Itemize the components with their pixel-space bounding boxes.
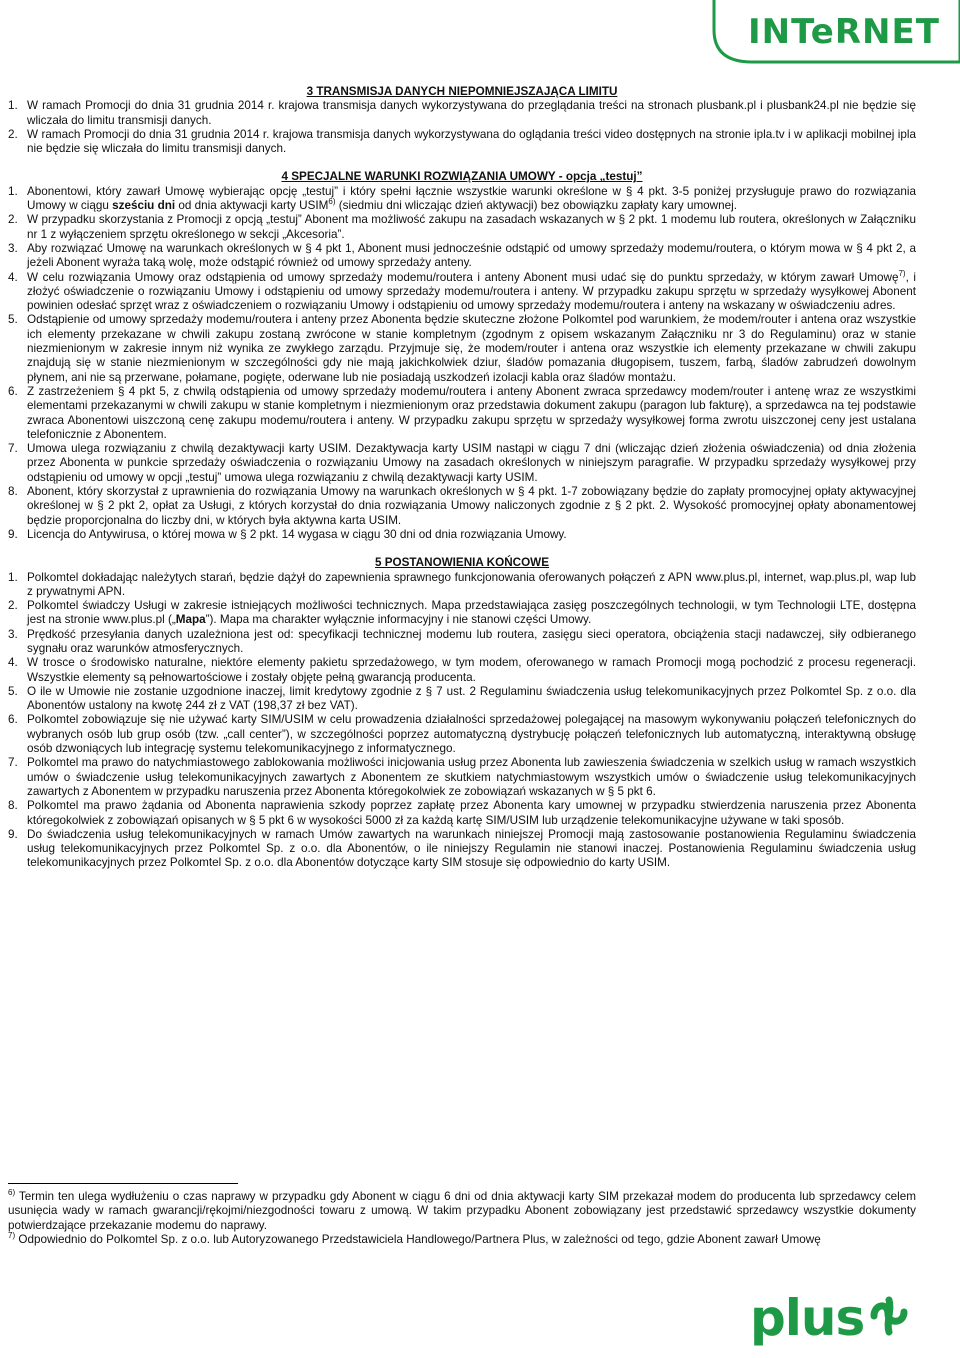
item-text: Z zastrzeżeniem § 4 pkt 5, z chwilą odstąpienia od umowy sprzedaży modemu/routera i anteny Abonent zwraca sprzedawcy modem/router i antenę wraz ze wszystkimi elementami przekazanymi w chwili zakupu w stanie kompletnym i niezmienionym oraz przedstawia dokument zakupu (paragon lub fakturę), a sprzedawca na tej podstawie zwraca Abonentowi uiszczoną cenę zakupu modemu/routera i anteny. W przypadku zakupu sprzętu w sprzedaży wysyłkowej forma zwrotu uiszczonej ceny jest ustalana telefonicznie z Abonentem. (27, 384, 916, 441)
item-number: 8. (8, 799, 18, 813)
list-item (8, 242, 916, 271)
list-item (8, 99, 916, 128)
item-number: 6. (8, 713, 18, 727)
list-item (8, 442, 916, 485)
item-text: Abonent, który skorzystał z uprawnienia do rozwiązania Umowy na warunkach określonych w § 4 pkt. 1-7 zobowiązany będzie do zapłaty promocyjnej opłaty aktywacyjnej określonej w § 2 pkt 2, opłat za Usługi, z których korzystał do dnia rozwiązania Umowy naliczonych zgodnie z § 2 pkt. 2. Wysokość promocyjnej opłaty abonamentowej będzie proporcjonalna do liczby dni, w których była aktywna karta USIM. (27, 485, 916, 527)
item-number: 2. (8, 213, 18, 227)
item-text: ”). Mapa ma charakter wyłącznie informacyjny i nie stanowi części Umowy. (205, 613, 592, 627)
footnote (8, 1233, 916, 1247)
item-number: 2. (8, 127, 18, 141)
plus-logo-symbol (868, 1296, 910, 1336)
list-item (8, 628, 916, 657)
item-text-bold: Mapa (175, 613, 206, 627)
footnote-text: Odpowiednio do Polkomtel Sp. z o.o. lub Autoryzowanego Przedstawiciela Handlowego/Partnera Plus, w zależności od tego, gdzie Abonent zawarł Umowę (15, 1232, 821, 1246)
section-4-title: 4 SPECJALNE WARUNKI ROZWIĄZANIA UMOWY - opcja „testuj” (281, 170, 643, 184)
item-number: 1. (8, 99, 18, 113)
item-number: 4. (8, 270, 18, 284)
item-text: Polkomtel zobowiązuje się nie używać karty SIM/USIM w celu prowadzenia działalności sprzedażowej polegającej na masowym wykonywaniu połączeń telefonicznych do wybranych osób lub grup osób (tzw. „call center”), w szczególności poprzez automatyczną dystrybucję połączeń telefonicznych lub automatyczną, interaktywną obsługę osób dzwoniących lub integrację systemu telekomunikacyjnego z informatycznego. (27, 713, 916, 756)
footnotes (8, 1190, 916, 1247)
item-number: 5. (8, 313, 18, 327)
item-number: 8. (8, 485, 18, 499)
item-number: 4. (8, 656, 18, 670)
item-text: Licencja do Antywirusa, o której mowa w § 2 pkt. 14 wygasa w ciągu 30 dni od dnia rozwiązania Umowy. (27, 527, 567, 541)
footnote (8, 1190, 916, 1233)
list-item (8, 385, 916, 442)
list-item (8, 799, 916, 828)
list-item (8, 213, 916, 242)
list-item (8, 685, 916, 714)
internet-logo-text: INTeRNET (748, 12, 940, 52)
item-text: W ramach Promocji do dnia 31 grudnia 2014 r. krajowa transmisja danych wykorzystywana do oglądania treści video dostępnych na stronie ipla.tv i w aplikacji mobilnej ipla nie będzie się wliczała do limitu transmisji danych. (27, 127, 916, 156)
internet-logo (712, 0, 960, 64)
item-text: Polkomtel ma prawo żądania od Abonenta naprawienia szkody poprzez zapłatę przez Abonenta kary umownej w przypadku stwierdzenia naruszenia przez Abonenta któregokolwiek z zobowiązań opisanych w § 5 pkt 6 w wysokości 5000 zł za każdą kartę SIM/USIM lub urządzenie telekomunikacyjne używane w taki sposób. (27, 799, 916, 827)
footnote-mark: 6) (8, 1188, 16, 1198)
plus-logo-text: plus (750, 1289, 865, 1347)
item-text: W ramach Promocji do dnia 31 grudnia 2014 r. krajowa transmisja danych wykorzystywana do przeglądania treści na stronach plusbank.pl i plusbank24.pl nie będzie się wliczała do limitu transmisji danych. (27, 99, 916, 127)
section-5-title: 5 POSTANOWIENIA KOŃCOWE (374, 556, 550, 570)
item-text: Prędkość przesyłania danych uzależniona jest od: specyfikacji technicznej modemu lub routera, zasięgu sieci operatora, obciążenia stacji nadawczej, siły odbieranego sygnału oraz warunków atmosferycznych. (27, 627, 916, 655)
item-text: Umowa ulega rozwiązaniu z chwilą dezaktywacji karty USIM. Dezaktywacja karty USIM nastąpi w ciągu 7 dni (wliczając dzień złożenia oświadczenia) od dnia złożenia przez Abonenta w punkcie sprzedaży oświadczenia o rozwiązaniu Umowy na zasadach określonych w niniejszym paragrafie. W przypadku sprzedaży wysyłkowej przy odstąpieniu od umowy w opcji „testuj” umowa ulega rozwiązaniu z chwilą dezaktywacji karty USIM. (27, 442, 916, 484)
item-text: Odstąpienie od umowy sprzedaży modemu/routera i anteny przez Abonenta będzie skuteczne złożone Polkomtel pod warunkiem, że modem/router i antena oraz wszystkie ich elementy przekazane w chwili zakupu zostaną zwrócone w stanie kompletnym (zgodnym z opisem wskazanym Załączniku nr 3 do Regulaminu) oraz w stanie niezmienionym w zakresie innym niż wynika ze zwykłego zarządu. Przyjmuje się, że modem/router i antena oraz wszystkie ich elementy przekazane w chwili zakupu znajdują się w stanie niezmienionym w szczególności gdy nie mają jakichkolwiek dziur, śladów pomazania długopisem, tuszem, farbą, śladów zabrudzeń dowolnym płynem, ani nie są przerwane, połamane, pogięte, oderwane lub nie posiadają uszkodzeń izolacji kabla oraz śladów montażu. (27, 313, 916, 384)
footnote-ref: 6) (328, 197, 336, 207)
item-number: 3. (8, 627, 18, 641)
footnote-ref: 7) (898, 268, 906, 278)
item-number: 1. (8, 184, 18, 198)
list-item (8, 528, 916, 542)
list-item (8, 128, 916, 157)
item-number: 1. (8, 570, 18, 584)
item-text: (siedmiu dni wliczając dzień aktywacji) bez obowiązku zapłaty kary umownej. (335, 199, 737, 213)
item-number: 7. (8, 442, 18, 456)
list-item (8, 268, 916, 314)
list-item (8, 313, 916, 384)
item-text: , i złożyć oświadczenie o rozwiązaniu Umowy i odstąpieniu od umowy sprzedaży modemu/routera i anteny. W przypadku zakupu sprzętu w sprzedaży wysyłkowej Abonent powinien odesłać sprzęt wraz z oświadczeniem o rozwiązaniu Umowy i odstąpieniu od umowy sprzedaży modemu/routera i anteny na wskazany w oświadczeniu adres. (27, 270, 916, 313)
footnote-mark: 7) (8, 1231, 16, 1240)
item-text: W trosce o środowisko naturalne, niektóre elementy pakietu sprzedażowego, w tym modem, oferowanego w ramach Promocji mogą pochodzić z procesu regeneracji. Wszystkie elementy są pełnowartościowe i zostały objęte pełną gwarancją producenta. (27, 656, 916, 684)
item-number: 5. (8, 684, 18, 698)
list-item (8, 756, 916, 799)
item-text: Polkomtel ma prawo do natychmiastowego zablokowania możliwości inicjowania usług przez Abonenta lub zawieszenia świadczenia w szelkich usług w ramach wszystkich umów o świadczenie usług telekomunikacyjnych zawartych z Abonentem ze skutkiem natychmiastowym wszystkich umów o świadczenie usług telekomunikacyjnych zawartych z Abonentem w przypadku naruszenia przez Abonenta któregokolwiek ze zobowiązań wskazanych w § 5 pkt 6. (27, 756, 916, 798)
item-number: 9. (8, 527, 18, 541)
section-3-list (8, 99, 916, 156)
item-text: Polkomtel świadczy Usługi w zakresie istniejących możliwości technicznych. Mapa przedstawiająca zasięg poszczególnych technologii, w tym Technologii LTE, dostępna jest na stronie www.plus.pl („ (27, 599, 916, 627)
section-3-title: 3 TRANSMISJA DANYCH NIEPOMNIEJSZAJĄCA LIMITU (306, 85, 618, 98)
footnote-divider (8, 1183, 238, 1184)
item-text: W przypadku skorzystania z Promocji z opcją „testuj” Abonent ma możliwość zakupu na zasadach wskazanych w § 2 pkt. 1 modemu lub routera, określonych w Załączniku nr 1 z wyłączeniem sprzętu określonego w sekcji „Akcesoria”. (27, 213, 916, 241)
item-text: Polkomtel dokładając należytych starań, będzie dążył do zapewnienia sprawnego funkcjonowania oferowanych połączeń z APN www.plus.pl, internet, wap.plus.pl, wap lub z prywatnymi APN. (27, 570, 916, 598)
list-item (8, 185, 916, 214)
section-5-list (8, 571, 916, 871)
item-text: Abonentowi, który zawarł Umowę wybierając opcję „testuj” i który spełni łącznie wszystkie warunki określone w § 4 pkt. 3-5 poniżej przysługuje prawo do rozwiązania Umowy w ciągu (27, 184, 916, 213)
item-number: 2. (8, 599, 18, 613)
item-number: 6. (8, 384, 18, 398)
footnote-text: Termin ten ulega wydłużeniu o czas naprawy w przypadku gdy Abonent w ciągu 6 dni od dnia aktywacji karty SIM przekazał modem do producenta lub sprzedawcy celem usunięcia wady w ramach gwarancji/rękojmi/niezgodności towaru z umową. W takim przypadku Abonent zobowiązany jest przedstawić sprzedawcy wszystkie dokumenty potwierdzające przekazanie modemu do naprawy. (8, 1190, 916, 1232)
item-text: O ile w Umowie nie zostanie uzgodnione inaczej, limit kredytowy zgodnie z § 7 ust. 2 Regulaminu świadczenia usług telekomunikacyjnych przez Polkomtel Sp. z o.o. dla Abonentów ustalony na kwotę 244 zł z VAT (198,37 zł bez VAT). (27, 684, 916, 713)
list-item (8, 656, 916, 685)
plus-logo (750, 1290, 920, 1350)
list-item (8, 828, 916, 871)
item-number: 3. (8, 241, 18, 255)
item-text: Aby rozwiązać Umowę na warunkach określonych w § 4 pkt 1, Abonent musi jednocześnie odstąpić od umowy sprzedaży modemu/routera, o którym mowa w § 4 pkt 2, a jeżeli Abonent wyraża taką wolę, może odstąpić również od umowy sprzedaży anteny. (27, 241, 916, 270)
list-item (8, 713, 916, 756)
item-text: od dnia aktywacji karty USIM (175, 199, 329, 213)
section-4-list (8, 185, 916, 542)
item-number: 7. (8, 756, 18, 770)
document-body (8, 85, 916, 871)
list-item (8, 571, 916, 600)
item-text-bold: sześciu dni (112, 199, 176, 213)
item-text: Do świadczenia usług telekomunikacyjnych w ramach Umów zawartych na warunkach niniejszej Promocji mają zastosowanie postanowienia Regulaminu świadczenia usług telekomunikacyjnych przez Polkomtel Sp. z o.o. dla Abonentów, o ile niniejszy Regulamin nie stanowi inaczej. Postanowienia Regulaminu świadczenia usług telekomunikacyjnych przez Polkomtel Sp. z o.o. dla Abonentów dotyczące karty SIM stosuje się odpowiednio do karty USIM. (27, 827, 916, 870)
list-item (8, 485, 916, 528)
list-item (8, 599, 916, 628)
item-text: W celu rozwiązania Umowy oraz odstąpienia od umowy sprzedaży modemu/routera i anteny Abonent musi udać się do punktu sprzedaży, w którym zawarł Umowę (27, 270, 899, 284)
item-number: 9. (8, 827, 18, 841)
